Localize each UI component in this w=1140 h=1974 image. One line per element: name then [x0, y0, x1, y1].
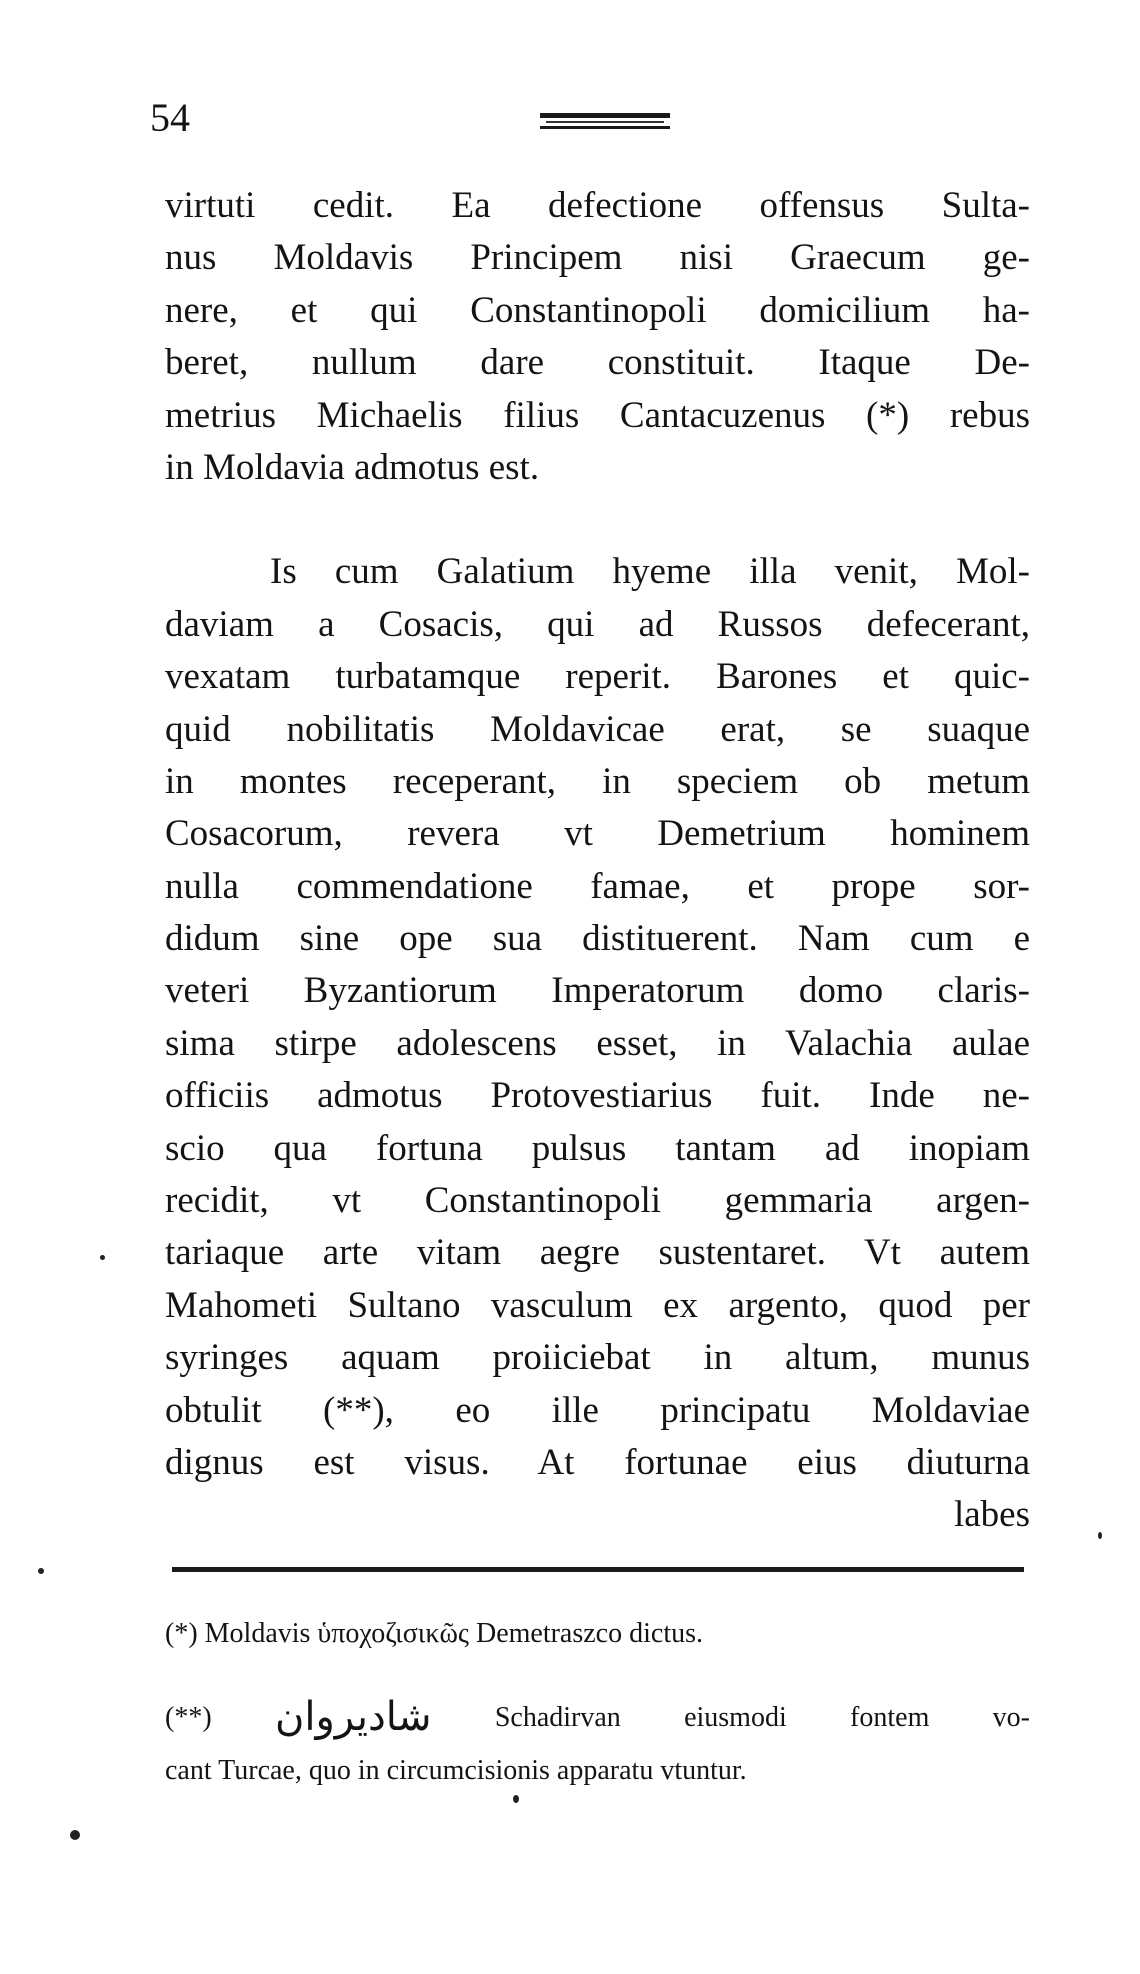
header-ornament-rule	[546, 121, 664, 123]
text-line: quid nobilitatis Moldavicae erat, se suaque	[165, 708, 1030, 750]
text-line: Cosacorum, revera vt Demetrium hominem	[165, 813, 1030, 855]
text-line: nere, et qui Constantinopoli domicilium ha-	[165, 289, 1030, 331]
text-line: Is cum Galatium hyeme illa venit, Mol-	[270, 551, 1030, 593]
text-line: nulla commendatione famae, et prope sor-	[165, 865, 1030, 907]
footnote-2	[165, 1685, 1030, 1794]
text-line: recidit, vt Constantinopoli gemmaria argen-	[165, 1180, 1030, 1222]
footnote-1: (*) Moldavis ὑποχοζισικῶς Demetraszco dictus.	[165, 1618, 703, 1649]
print-speck	[38, 1568, 44, 1574]
print-speck	[1098, 1532, 1102, 1539]
text-line: Mahometi Sultano vasculum ex argento, quod per	[165, 1284, 1030, 1326]
arabic-word: شادیروان	[274, 1694, 432, 1740]
footnote-marker: (**)	[165, 1702, 212, 1733]
footnote-2-line-2: cant Turcae, quo in circumcisionis apparatu vtuntur.	[165, 1755, 747, 1786]
text-line: metrius Michaelis filius Cantacuzenus (*) rebus	[165, 394, 1030, 436]
footnote-text: Schadirvan eiusmodi fontem vo-	[494, 1702, 1030, 1733]
text-line: dignus est visus. At fortunae eius diuturna	[165, 1441, 1030, 1483]
text-line: obtulit (**), eo ille principatu Moldaviae	[165, 1389, 1030, 1431]
text-line: syringes aquam proiiciebat in altum, munus	[165, 1337, 1030, 1379]
text-line: officiis admotus Protovestiarius fuit. Inde ne-	[165, 1075, 1030, 1117]
text-line: nus Moldavis Principem nisi Graecum ge-	[165, 237, 1030, 279]
text-line: sima stirpe adolescens esset, in Valachia aulae	[165, 1022, 1030, 1064]
text-line: scio qua fortuna pulsus tantam ad inopiam	[165, 1127, 1030, 1169]
text-line: tariaque arte vitam aegre sustentaret. Vt autem	[165, 1232, 1030, 1274]
paragraph-gap	[165, 494, 1030, 546]
print-speck	[513, 1795, 519, 1803]
text-line: virtuti cedit. Ea defectione offensus Sulta-	[165, 185, 1030, 226]
header-ornament-rule	[540, 126, 670, 129]
text-line: didum sine ope sua distituerent. Nam cum e	[165, 918, 1030, 960]
footnote-rule	[172, 1567, 1024, 1572]
main-text	[165, 180, 1030, 1542]
page-number: 54	[150, 95, 190, 140]
text-line: in Moldavia admotus est.	[165, 446, 540, 488]
text-line: veteri Byzantiorum Imperatorum domo claris-	[165, 970, 1030, 1012]
catchword: labes	[953, 1494, 1030, 1536]
print-speck	[100, 1255, 105, 1260]
text-line: vexatam turbatamque reperit. Barones et quic-	[165, 656, 1030, 698]
print-speck	[70, 1830, 80, 1840]
text-line: daviam a Cosacis, qui ad Russos defecerant,	[165, 603, 1030, 645]
text-line: in montes receperant, in speciem ob metum	[165, 760, 1030, 802]
header-ornament-rule	[540, 113, 670, 118]
footnote-2-line-1	[165, 1685, 1030, 1749]
text-line: beret, nullum dare constituit. Itaque De-	[165, 342, 1030, 384]
